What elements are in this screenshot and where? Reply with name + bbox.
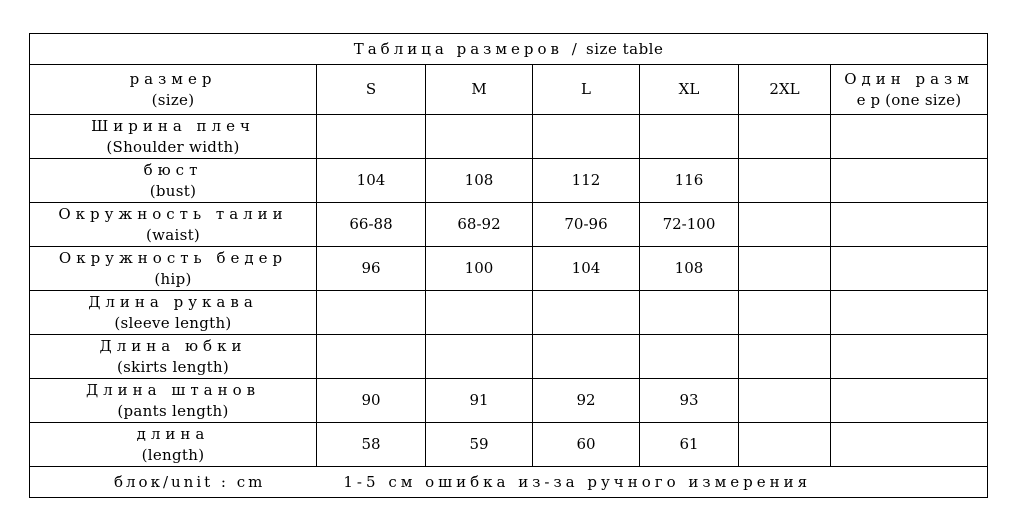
row-label-ru: длина [136,424,210,443]
row-label [30,291,317,335]
cell-2xl [739,291,831,335]
cell-2xl [739,335,831,379]
header-size-l: L [533,65,640,115]
row-label-en: (Shoulder width) [106,137,240,156]
cell-l: 70-96 [533,203,640,247]
table-title [30,34,988,65]
cell-l [533,291,640,335]
cell-one-size [831,115,988,159]
cell-s [317,291,426,335]
cell-xl [640,335,739,379]
row-label [30,423,317,467]
row-label [30,247,317,291]
cell-l [533,115,640,159]
header-size-label-ru: размер [129,69,217,88]
row-label [30,203,317,247]
row-label [30,379,317,423]
cell-2xl [739,379,831,423]
footer-cell [30,467,988,498]
row-label-en: (skirts length) [116,357,230,376]
table-row [30,115,988,159]
cell-m: 59 [426,423,533,467]
cell-xl: 108 [640,247,739,291]
header-row [30,65,988,115]
size-table [29,33,988,498]
cell-m [426,115,533,159]
row-label [30,115,317,159]
footer-unit: блок/unit : cm [114,472,266,491]
table-title-ru: Таблица размеров / [353,39,581,58]
table-title-en: size table [580,39,664,58]
cell-one-size [831,159,988,203]
title-row [30,34,988,65]
cell-xl: 93 [640,379,739,423]
header-size-s: S [317,65,426,115]
footer-row [30,467,988,498]
cell-l [533,335,640,379]
cell-s: 66-88 [317,203,426,247]
row-label-en: (hip) [154,269,192,288]
cell-one-size [831,335,988,379]
cell-s: 58 [317,423,426,467]
cell-m [426,335,533,379]
table-row [30,203,988,247]
table-row [30,379,988,423]
header-one-size [831,65,988,115]
header-size-label [30,65,317,115]
row-label [30,335,317,379]
cell-xl: 61 [640,423,739,467]
table-row [30,159,988,203]
cell-m: 100 [426,247,533,291]
header-size-xl: XL [640,65,739,115]
cell-xl: 116 [640,159,739,203]
table-row [30,247,988,291]
header-one-size-en: (one size) [885,90,962,109]
header-size-label-en: (size) [151,90,195,109]
row-label-en: (length) [141,445,205,464]
header-one-size-ru-1: Один разм [844,69,974,88]
cell-s [317,115,426,159]
row-label-en: (pants length) [117,401,229,420]
row-label-ru: Окружность бедер [58,248,288,267]
row-label-en: (waist) [145,225,201,244]
cell-l: 60 [533,423,640,467]
cell-s: 96 [317,247,426,291]
cell-one-size [831,247,988,291]
header-size-m: M [426,65,533,115]
row-label-ru: Длина штанов [85,380,261,399]
row-label-ru: Окружность талии [58,204,288,223]
row-label-en: (bust) [149,181,197,200]
cell-one-size [831,291,988,335]
cell-m: 108 [426,159,533,203]
row-label-ru: Длина юбки [99,336,247,355]
cell-one-size [831,203,988,247]
cell-m [426,291,533,335]
row-label-ru: Ширина плеч [91,116,255,135]
header-one-size-ru-2: ер [856,90,886,109]
cell-xl: 72-100 [640,203,739,247]
table-row [30,335,988,379]
cell-s: 104 [317,159,426,203]
table-row [30,291,988,335]
cell-one-size [831,379,988,423]
cell-one-size [831,423,988,467]
cell-2xl [739,203,831,247]
cell-xl [640,291,739,335]
cell-m: 91 [426,379,533,423]
cell-m: 68-92 [426,203,533,247]
size-table-container [29,33,987,498]
row-label-ru: бюст [143,160,203,179]
row-label [30,159,317,203]
cell-l: 92 [533,379,640,423]
row-label-ru: Длина рукава [88,292,258,311]
cell-s: 90 [317,379,426,423]
row-label-en: (sleeve length) [114,313,232,332]
cell-2xl [739,159,831,203]
cell-xl [640,115,739,159]
footer-note: 1-5 см ошибка из-за ручного измерения [343,472,812,491]
header-size-2xl: 2XL [739,65,831,115]
cell-l: 112 [533,159,640,203]
cell-2xl [739,423,831,467]
cell-s [317,335,426,379]
cell-2xl [739,115,831,159]
cell-2xl [739,247,831,291]
cell-l: 104 [533,247,640,291]
table-row [30,423,988,467]
